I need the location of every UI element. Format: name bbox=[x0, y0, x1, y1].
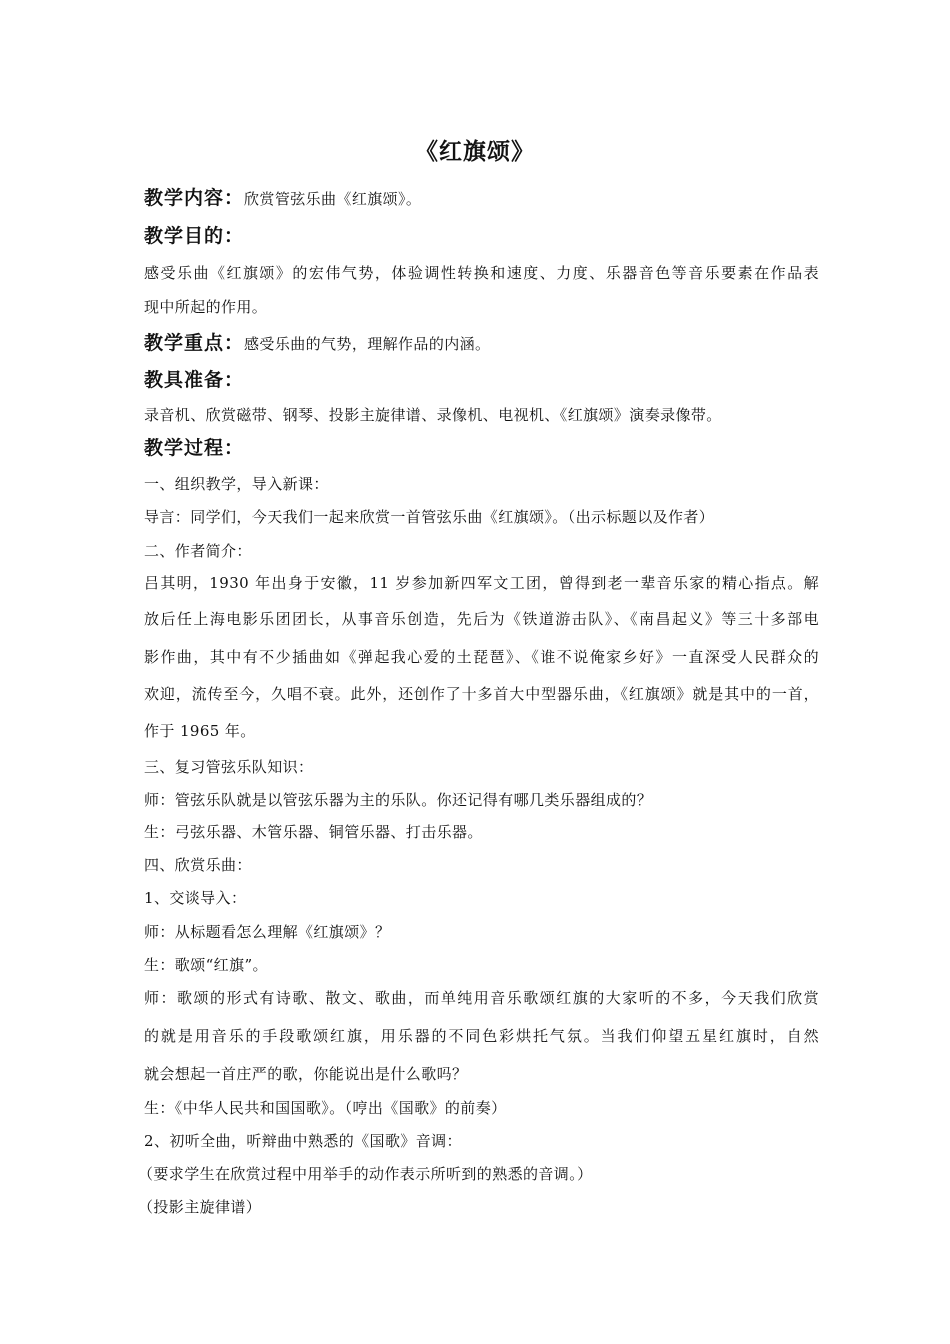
process-line: 四、欣赏乐曲： bbox=[144, 856, 252, 874]
process-line: 生：弓弦乐器、木管乐器、铜管乐器、打击乐器。 bbox=[144, 823, 483, 841]
process-line: 就会想起一首庄严的歌，你能说出是什么歌吗？ bbox=[144, 1065, 468, 1083]
process-line: （要求学生在欣赏过程中用举手的动作表示所听到的熟悉的音调。） bbox=[138, 1165, 593, 1183]
content-text: 欣赏管弦乐曲《红旗颂》。 bbox=[244, 190, 422, 208]
process-line: 师：歌颂的形式有诗歌、散文、歌曲，而单纯用音乐歌颂红旗的大家听的不多，今天我们欣赏 bbox=[144, 989, 819, 1007]
purpose-line: 现中所起的作用。 bbox=[144, 298, 268, 316]
process-line: （投影主旋律谱） bbox=[138, 1198, 262, 1216]
process-line: 生：《中华人民共和国国歌》。（哼出《国歌》的前奏） bbox=[144, 1099, 507, 1117]
focus-text: 感受乐曲的气势，理解作品的内涵。 bbox=[244, 335, 491, 353]
content-heading: 教学内容： bbox=[144, 187, 245, 209]
process-heading: 教学过程： bbox=[144, 437, 245, 459]
process-line: 1、交谈导入： bbox=[144, 889, 247, 907]
materials-text: 录音机、欣赏磁带、钢琴、投影主旋律谱、录像机、电视机、《红旗颂》演奏录像带。 bbox=[144, 406, 722, 424]
process-line: 导言：同学们，今天我们一起来欣赏一首管弦乐曲《红旗颂》。（出示标题以及作者） bbox=[144, 508, 715, 526]
process-line: 的就是用音乐的手段歌颂红旗，用乐器的不同色彩烘托气氛。当我们仰望五星红旗时，自然 bbox=[144, 1027, 819, 1045]
purpose-line: 感受乐曲《红旗颂》的宏伟气势，体验调性转换和速度、力度、乐器音色等音乐要素在作品表 bbox=[144, 264, 819, 282]
process-line: 一、组织教学，导入新课： bbox=[144, 475, 329, 493]
focus-heading: 教学重点： bbox=[144, 332, 245, 354]
purpose-heading: 教学目的： bbox=[144, 225, 245, 247]
process-line: 放后任上海电影乐团团长，从事音乐创造，先后为《铁道游击队》、《南昌起义》等三十多部电 bbox=[144, 610, 819, 628]
content-row bbox=[144, 188, 421, 209]
process-line: 二、作者简介： bbox=[144, 542, 252, 560]
process-line: 师：从标题看怎么理解《红旗颂》？ bbox=[144, 923, 391, 941]
process-line: 吕其明，1930 年出身于安徽，11 岁参加新四军文工团，曾得到老一辈音乐家的精心指点。解 bbox=[144, 574, 819, 592]
process-line: 三、复习管弦乐队知识： bbox=[144, 758, 314, 776]
process-line: 作于 1965 年。 bbox=[144, 722, 256, 740]
process-line: 影作曲，其中有不少插曲如《弹起我心爱的土琵琶》、《谁不说俺家乡好》一直深受人民群众的 bbox=[144, 648, 819, 666]
process-line: 欢迎，流传至今，久唱不衰。此外，还创作了十多首大中型器乐曲，《红旗颂》就是其中的一首， bbox=[144, 685, 819, 703]
process-line: 师：管弦乐队就是以管弦乐器为主的乐队。你还记得有哪几类乐器组成的？ bbox=[144, 791, 653, 809]
process-line: 生：歌颂“红旗”。 bbox=[144, 956, 268, 974]
process-line: 2、初听全曲，听辩曲中熟悉的《国歌》音调： bbox=[144, 1132, 462, 1150]
focus-row bbox=[144, 333, 490, 354]
document-title: 《红旗颂》 bbox=[415, 139, 535, 165]
materials-heading: 教具准备： bbox=[144, 369, 245, 391]
